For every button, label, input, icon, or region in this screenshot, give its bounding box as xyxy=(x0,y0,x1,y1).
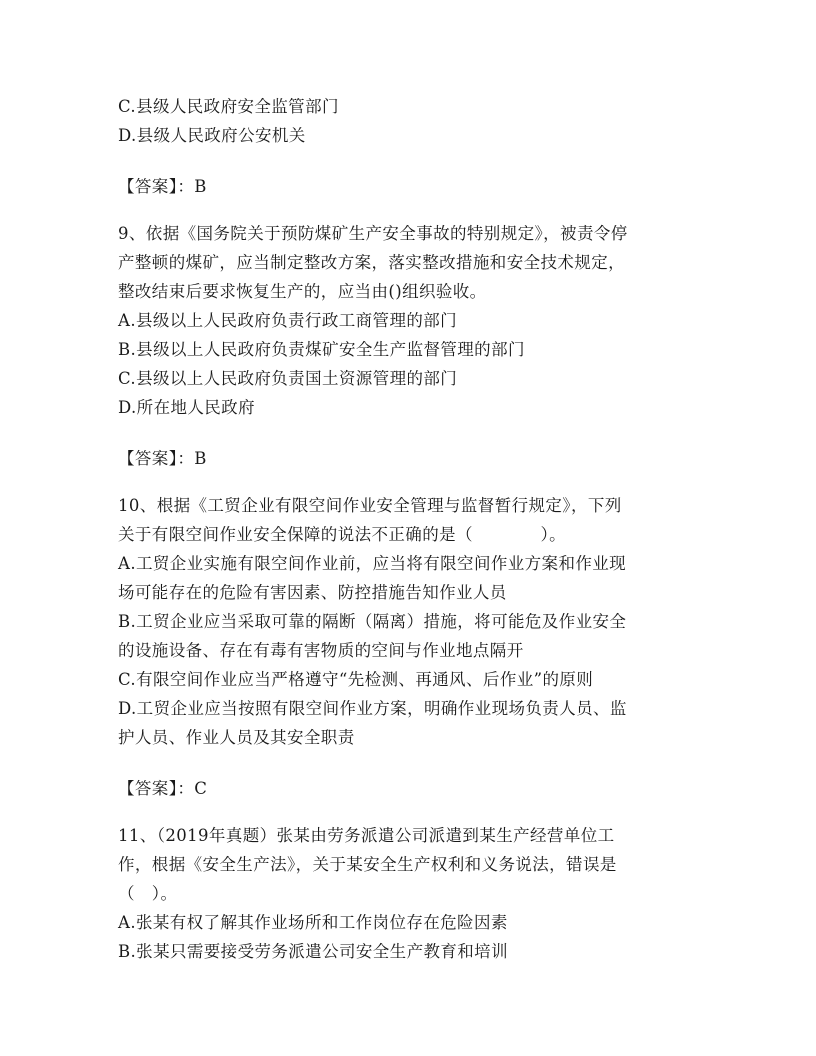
question-11 xyxy=(118,821,698,966)
option-a: A.县级以上人民政府负责行政工商管理的部门 xyxy=(118,311,458,330)
question-stem-line: 整改结束后要求恢复生产的，应当由()组织验收。 xyxy=(118,282,487,301)
option-c: C.县级以上人民政府负责国土资源管理的部门 xyxy=(118,369,458,388)
answer-line: 【答案】：B xyxy=(118,449,207,468)
question-10 xyxy=(118,491,698,752)
question-stem-line: 11、（2019年真题）张某由劳务派遣公司派遣到某生产经营单位工 xyxy=(118,826,615,845)
option-b: B.张某只需要接受劳务派遣公司安全生产教育和培训 xyxy=(118,942,508,961)
option-c: C.县级人民政府安全监管部门 xyxy=(118,97,339,116)
option-a: A.张某有权了解其作业场所和工作岗位存在危险因素 xyxy=(118,913,508,932)
option-d-continued: 护人员、作业人员及其安全职责 xyxy=(118,728,355,747)
option-b: B.工贸企业应当采取可靠的隔断（隔离）措施，将可能危及作业安全 xyxy=(118,612,627,631)
question-stem-line: 作，根据《安全生产法》，关于某安全生产权利和义务说法，错误是 xyxy=(118,855,617,874)
question-stem-line: 产整顿的煤矿，应当制定整改方案，落实整改措施和安全技术规定， xyxy=(118,253,625,272)
answer-line: 【答案】：C xyxy=(118,779,208,798)
question-stem-line: （ ）。 xyxy=(118,884,178,903)
option-c: C.有限空间作业应当严格遵守“先检测、再通风、后作业”的原则 xyxy=(118,670,594,689)
question-8-options xyxy=(118,92,698,150)
question-stem-line: 关于有限空间作业安全保障的说法不正确的是（ ）。 xyxy=(118,525,567,544)
option-a: A.工贸企业实施有限空间作业前，应当将有限空间作业方案和作业现 xyxy=(118,554,627,573)
option-b-continued: 的设施设备、存在有毒有害物质的空间与作业地点隔开 xyxy=(118,641,524,660)
option-a-continued: 场可能存在的危险有害因素、防控措施告知作业人员 xyxy=(118,583,507,602)
option-b: B.县级以上人民政府负责煤矿安全生产监督管理的部门 xyxy=(118,340,525,359)
question-stem-line: 10、根据《工贸企业有限空间作业安全管理与监督暂行规定》，下列 xyxy=(118,496,622,515)
option-d: D.工贸企业应当按照有限空间作业方案，明确作业现场负责人员、监 xyxy=(118,699,627,718)
option-d: D.县级人民政府公安机关 xyxy=(118,126,306,145)
option-d: D.所在地人民政府 xyxy=(118,398,255,417)
question-stem-line: 9、依据《国务院关于预防煤矿生产安全事故的特别规定》，被责令停 xyxy=(118,224,628,243)
document-page xyxy=(118,92,698,966)
answer-line: 【答案】：B xyxy=(118,177,207,196)
question-9 xyxy=(118,219,698,422)
